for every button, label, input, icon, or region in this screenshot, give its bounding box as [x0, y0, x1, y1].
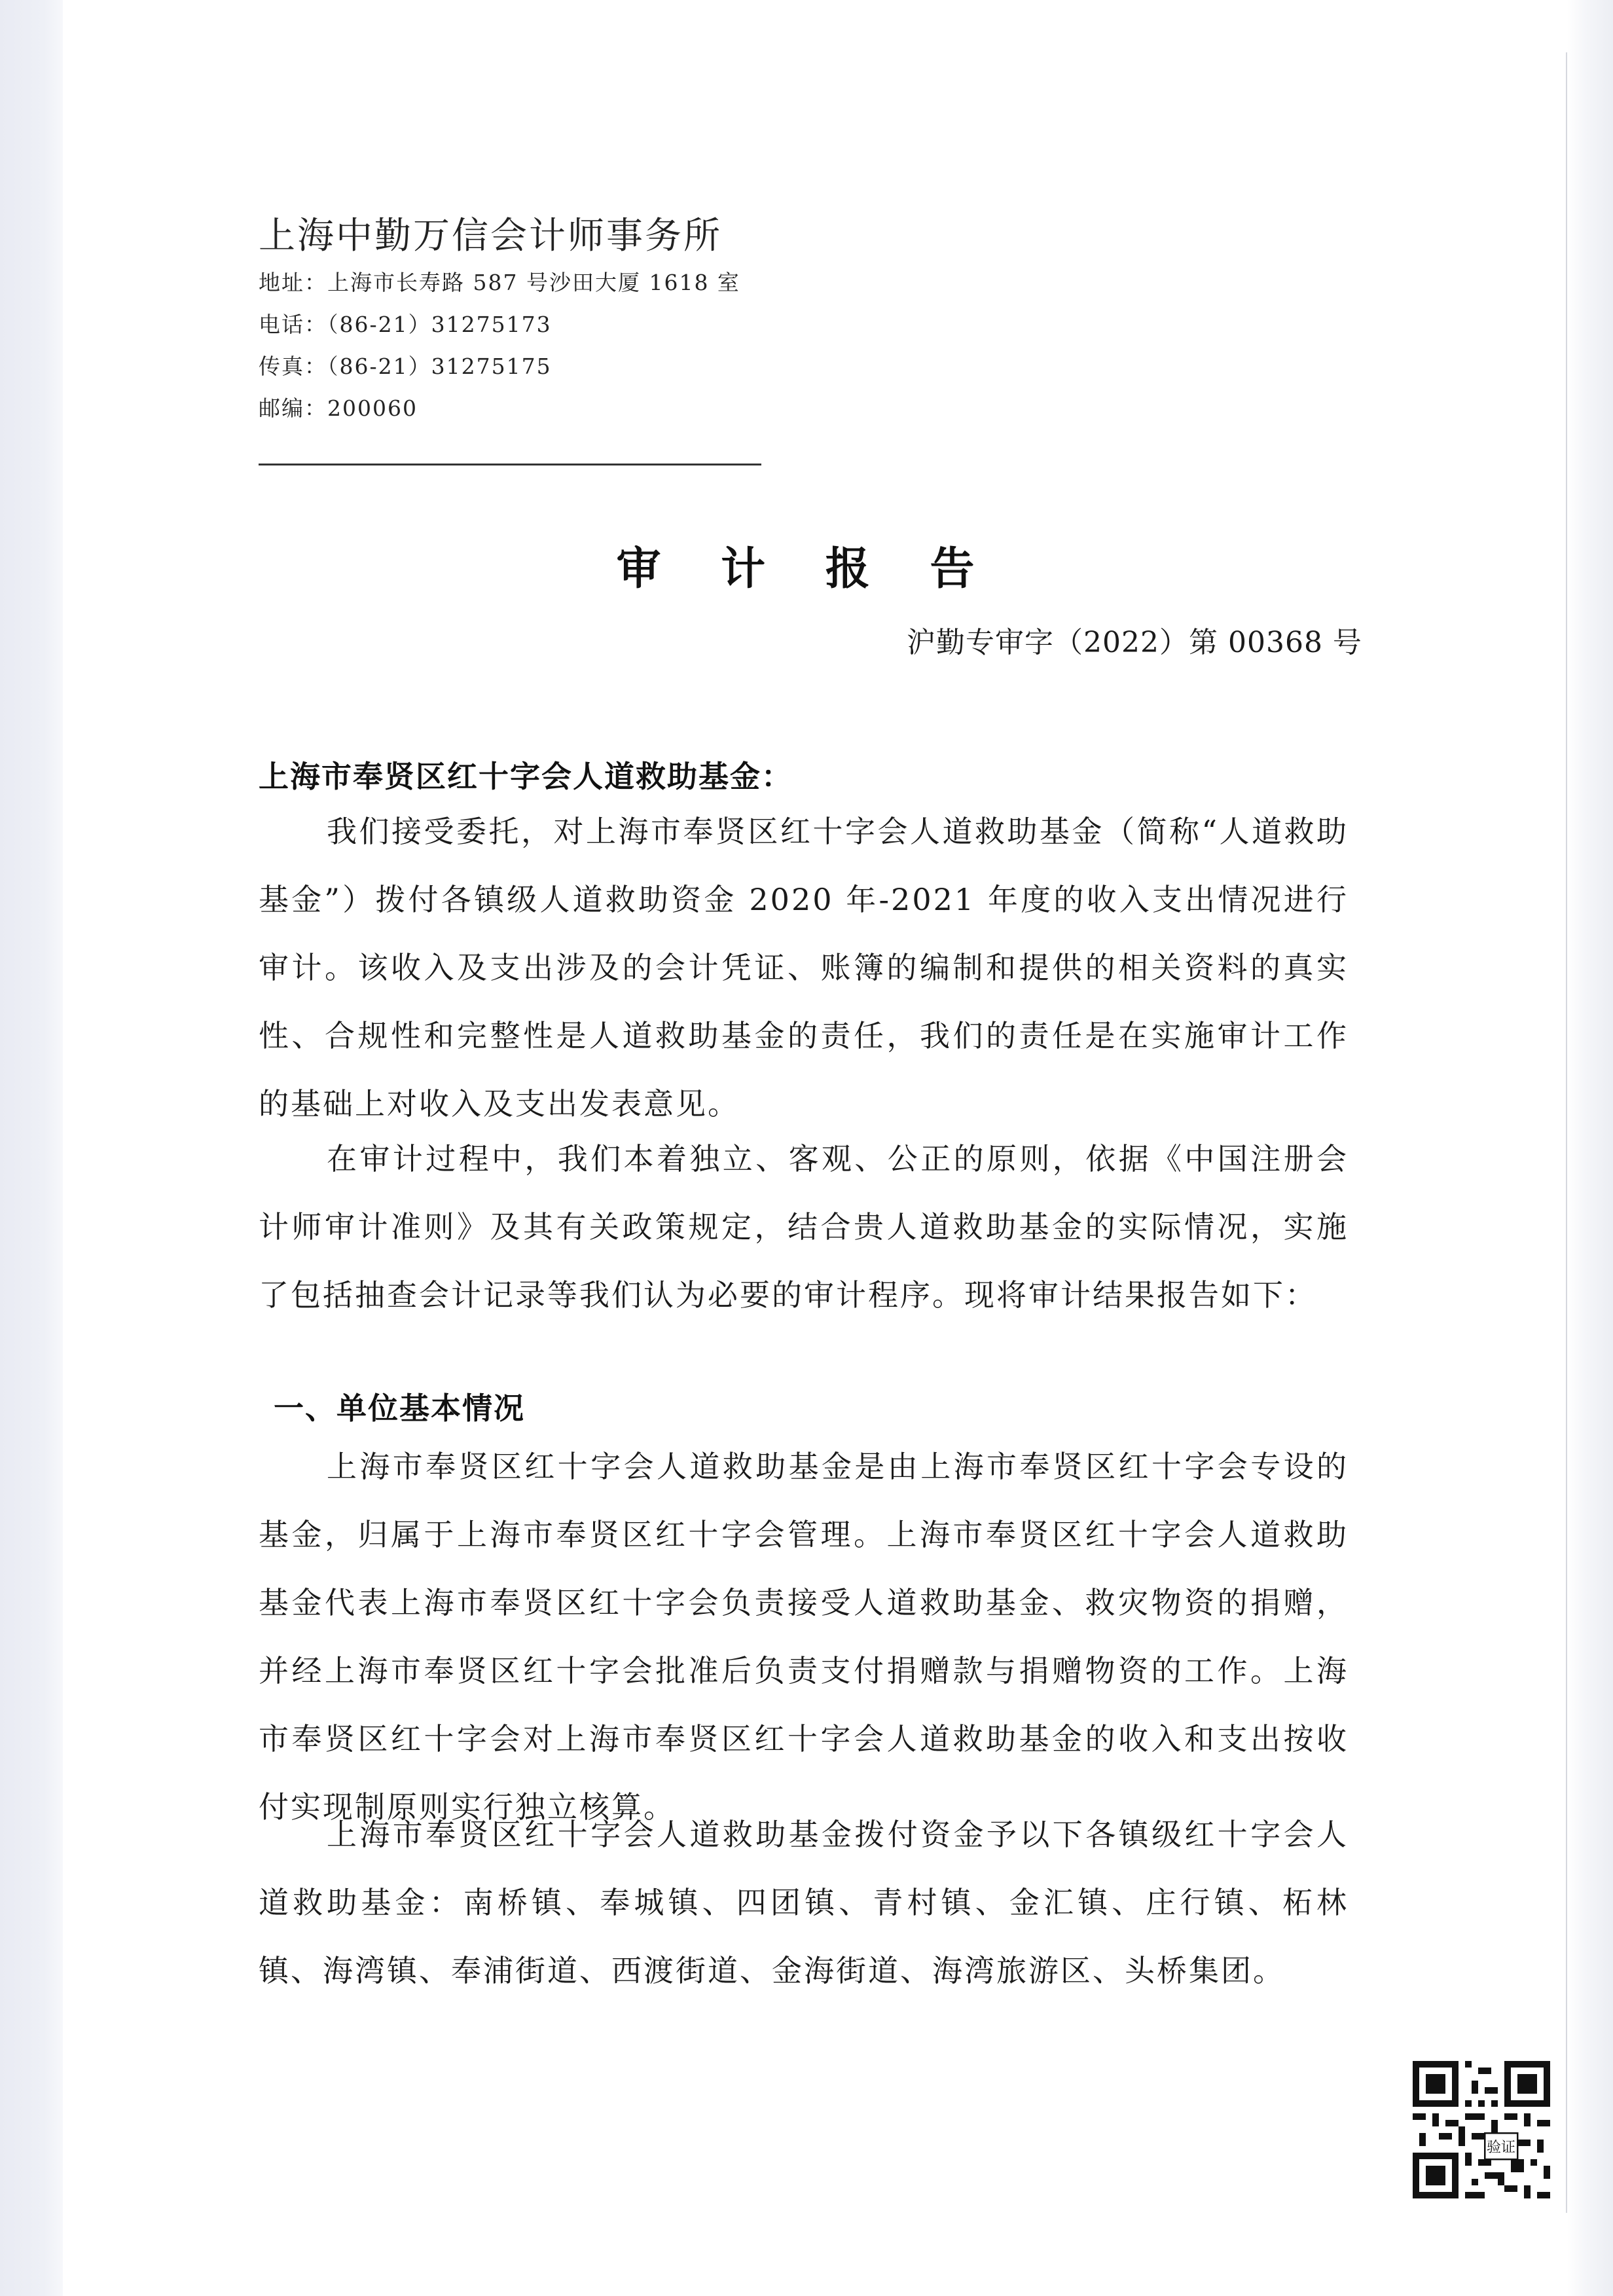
firm-address: 地址：上海市长寿路 587 号沙田大厦 1618 室 — [259, 270, 740, 295]
letterhead-divider — [259, 464, 761, 465]
scan-right-margin — [1567, 0, 1613, 2296]
firm-name: 上海中勤万信会计师事务所 — [259, 215, 722, 257]
firm-fax: 传真：（86-21）31275175 — [259, 354, 552, 379]
paragraph-fund-recipients: 上海市奉贤区红十字会人道救助基金拨付资金予以下各镇级红十字会人道救助基金：南桥镇、奉城镇、四团镇、青村镇、金汇镇、庄行镇、柘林镇、海湾镇、奉浦街道、西渡街道、金海街道、海湾旅游区、头桥集团。 — [259, 1817, 1349, 1988]
qr-code-icon — [1413, 2061, 1550, 2198]
firm-phone: 电话：（86-21）31275173 — [259, 312, 552, 337]
paragraph-audit-process: 在审计过程中，我们本着独立、客观、公正的原则，依据《中国注册会计师审计准则》及其有关政策规定，结合贵人道救助基金的实际情况，实施了包括抽查会计记录等我们认为必要的审计程序。现将审计结果报告如下： — [259, 1141, 1349, 1313]
report-title: 审 计 报 告 — [616, 543, 997, 595]
section-heading-basic-info: 一、单位基本情况 — [274, 1391, 525, 1426]
paragraph-engagement: 我们接受委托，对上海市奉贤区红十字会人道救助基金（简称“人道救助基金”）拨付各镇级人道救助资金 2020 年-2021 年度的收入支出情况进行审计。该收入及支出涉及的会计凭证、账簿的编制和提供的相关资料的真实性、合规性和完整性是人道救助基金的责任，我们的责任是在实施审计工作的基础上对收入及支出发表意见。 — [259, 814, 1349, 1121]
document-number: 沪勤专审字（2022）第 00368 号 — [907, 626, 1362, 659]
paragraph-basic-info: 上海市奉贤区红十字会人道救助基金是由上海市奉贤区红十字会专设的基金，归属于上海市奉贤区红十字会管理。上海市奉贤区红十字会人道救助基金代表上海市奉贤区红十字会负责接受人道救助基金、救灾物资的捐赠，并经上海市奉贤区红十字会批准后负责支付捐赠款与捐赠物资的工作。上海市奉贤区红十字会对上海市奉贤区红十字会人道救助基金的收入和支出按收付实现制原则实行独立核算。 — [259, 1449, 1349, 1825]
scan-left-margin — [0, 0, 63, 2296]
scan-page-edge — [1566, 52, 1567, 2213]
qr-stamp-text: 验证 — [1486, 2140, 1516, 2156]
addressee: 上海市奉贤区红十字会人道救助基金： — [259, 759, 793, 794]
letterhead — [259, 211, 740, 429]
firm-postcode: 邮编：200060 — [259, 395, 418, 421]
